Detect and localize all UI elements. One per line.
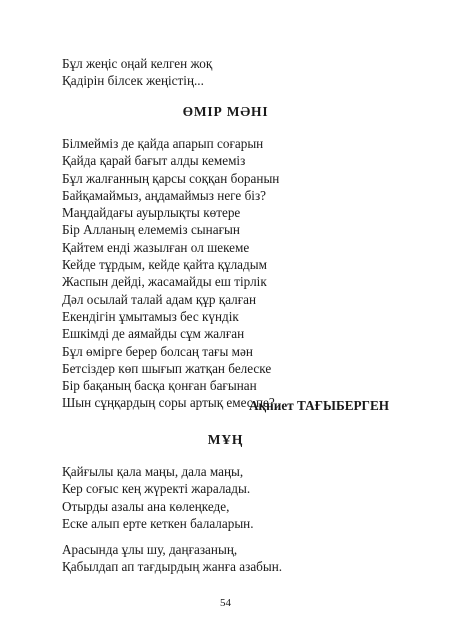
poem-line: Кейде тұрдым, кейде қайта құладым [62, 257, 267, 273]
intro-stanza [62, 55, 402, 90]
poem-line: Қабылдап ап тағдырдың жанға азабын. [62, 559, 283, 575]
poem-line: Дәл осылай талай адам құр қалған [62, 291, 257, 307]
poem-line: Байқамаймыз, аңдамаймыз неге біз? [62, 187, 267, 203]
page-number: 54 [220, 597, 231, 609]
poem-line: Бетсіздер көп шығып жатқан белеске [62, 360, 272, 376]
poem-line: Отырды азалы ана көлеңкеде, [62, 498, 230, 514]
poem-line: Ешкімді де аямайды сұм жалған [62, 326, 245, 342]
poem-line: Шын сұңқардың соры артық емес пе? [62, 395, 275, 411]
poem-title: ӨМІР МӘНІ [182, 104, 269, 119]
poem-line: Қадірін білсек жеңістің... [62, 73, 204, 89]
poem-line: Қайда қарай бағыт алды кемеміз [62, 153, 246, 169]
poem-line: Кер соғыс кең жүректі жаралады. [62, 481, 251, 497]
poem-line: Қайтем енді жазылған ол шекеме [62, 239, 250, 255]
poem-line: Бір бақаның басқа қонған бағынан [62, 378, 257, 394]
poem-line: Бұл жеңіс оңай келген жоқ [62, 56, 213, 71]
poem-line: Арасында ұлы шу, даңғазаның, [62, 542, 238, 557]
poem-title: МҰҢ [207, 432, 244, 447]
poem-line: Бұл жалғанның қарсы соққан боранын [62, 170, 280, 186]
poem-line: Бұл өмірге берер болсаң тағы мән [62, 343, 253, 359]
poem-line: Білмейміз де қайда апарып соғарын [62, 136, 264, 151]
poem-line: Екендігін ұмытамыз бес күндік [62, 308, 239, 324]
poem-line: Маңдайдағы ауырлықты көтере [62, 205, 241, 221]
poem-line: Қайғылы қала маңы, дала маңы, [62, 464, 244, 479]
poem-line: Жаспын дейді, жасамайды еш тірлік [62, 274, 267, 290]
poem-line: Еске алып ерте кеткен балаларын. [62, 515, 254, 531]
poem-author: Ақниет ТАҒЫБЕРГЕН [249, 398, 389, 413]
poem-stanza [62, 541, 402, 576]
poem-body [62, 135, 402, 412]
poem-line: Бір Алланың елемеміз сынағын [62, 222, 240, 238]
poem-stanza [62, 463, 402, 532]
